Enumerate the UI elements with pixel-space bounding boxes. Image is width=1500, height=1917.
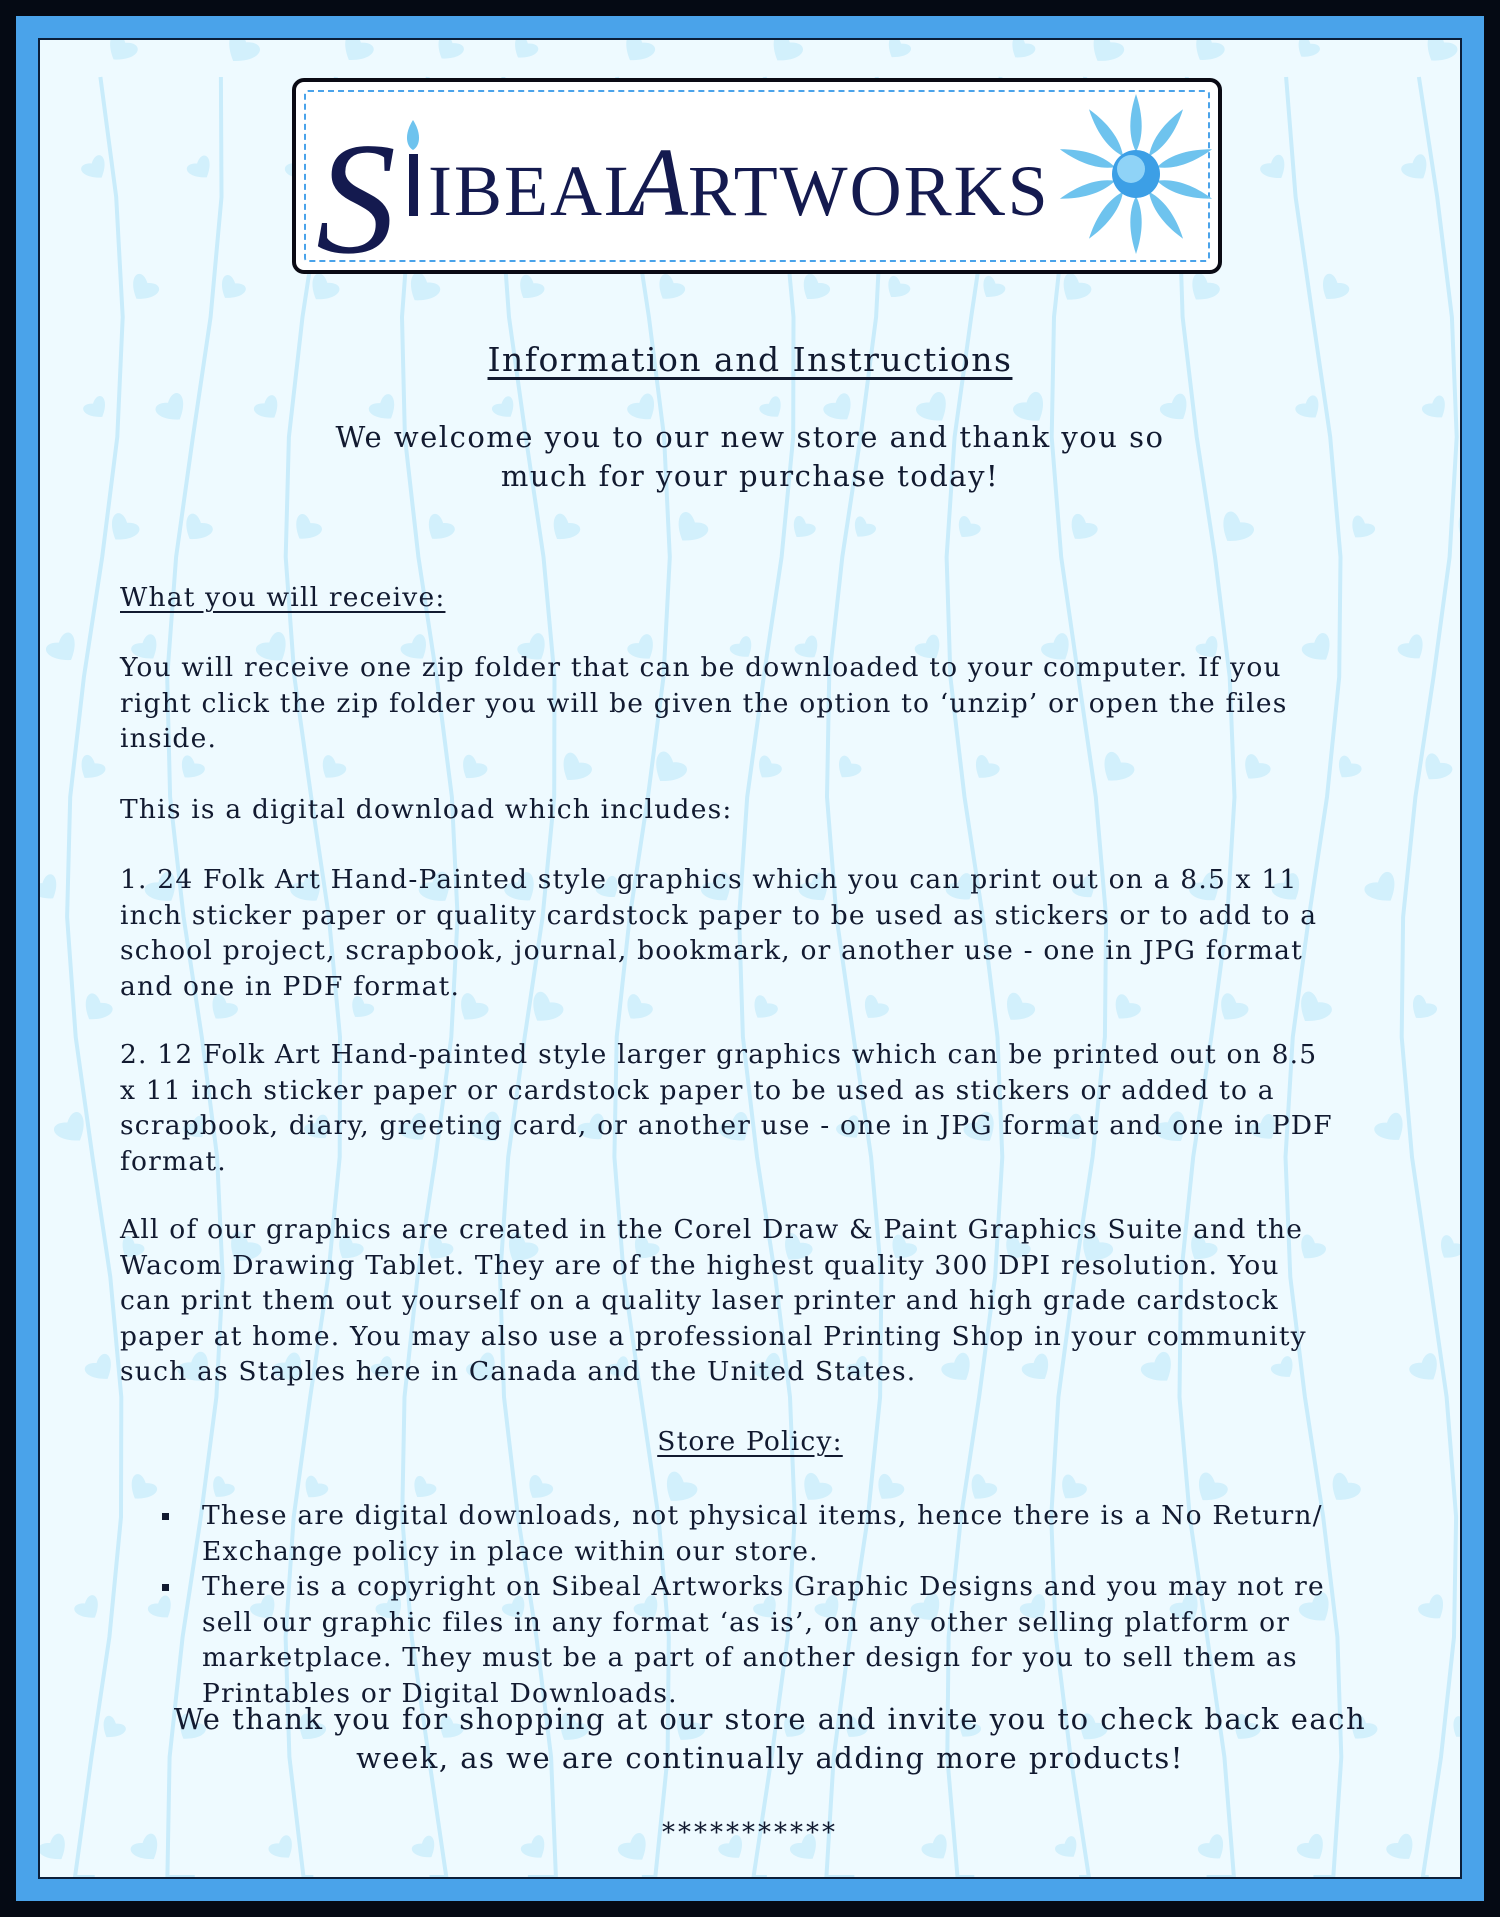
- text-line: right click the zip folder you will be given the option to ‘unzip’ or open the files: [120, 687, 1288, 719]
- includes-intro: This is a digital download which includes:: [120, 794, 733, 825]
- policy-item: [154, 1569, 1434, 1711]
- thank-you-message: [120, 1700, 1420, 1778]
- text-line: such as Staples here in Canada and the United States.: [120, 1356, 917, 1387]
- page-frame: [16, 16, 1484, 1901]
- text-line: 2. 12 Folk Art Hand-painted style larger graphics which can be printed out on 8.5: [120, 1039, 1318, 1070]
- text-line: Exchange policy in place within our store.: [202, 1535, 819, 1567]
- text-line: paper at home. You may also use a professional Printing Shop in your community: [120, 1320, 1307, 1352]
- policy-item: [154, 1498, 1434, 1569]
- sun-ray: [1130, 196, 1141, 254]
- text-line: sell our graphic files in any format ‘as is’, on any other selling platform or: [202, 1606, 1291, 1638]
- included-item-1: [120, 862, 1420, 1004]
- sun-ray: [1144, 106, 1187, 160]
- logo-big-a: A: [628, 129, 688, 237]
- sun-highlight: [1117, 155, 1145, 183]
- welcome-line: We welcome you to our new store and thank you so: [335, 420, 1165, 454]
- sun-ray: [1144, 188, 1187, 242]
- thanks-line: week, as we are continually adding more products!: [356, 1741, 1184, 1775]
- receive-paragraph: [120, 650, 1420, 757]
- logo-svg: [296, 82, 1218, 270]
- closing-stars: ***********: [662, 1818, 838, 1848]
- welcome-line: much for your purchase today!: [500, 459, 1000, 493]
- logo-banner: [292, 78, 1222, 274]
- sun-icon: [1058, 94, 1214, 254]
- text-line: can print them out yourself on a quality laser printer and high grade cardstock: [120, 1285, 1279, 1316]
- logo-word-sibeal: IBEAL: [428, 151, 650, 231]
- policy-heading: [40, 1424, 1460, 1460]
- sun-ray: [1058, 175, 1117, 204]
- logo-big-s: S: [316, 109, 396, 270]
- text-line: scrapbook, diary, greeting card, or another use - one in JPG format and one in PDF: [120, 1110, 1333, 1141]
- document-content: [40, 40, 1460, 1877]
- logo-candle: [409, 154, 418, 216]
- text-line: Wacom Drawing Tablet. They are of the highest quality 300 DPI resolution. You: [120, 1249, 1280, 1281]
- sun-ray: [1130, 94, 1141, 152]
- text-line: All of our graphics are created in the Corel Draw & Paint Graphics Suite and the: [120, 1214, 1304, 1245]
- sun-ray: [1058, 144, 1117, 173]
- welcome-message: [40, 418, 1460, 496]
- text-line: These are digital downloads, not physical items, hence there is a No Return/: [202, 1500, 1323, 1531]
- text-line: format.: [120, 1145, 227, 1177]
- included-item-2: [120, 1037, 1420, 1179]
- logo-word-artworks: RTWORKS: [688, 151, 1050, 231]
- page-background: [38, 38, 1462, 1879]
- page-title: Information and Instructions: [487, 340, 1013, 379]
- text-line: inch sticker paper or quality cardstock paper to be used as stickers or to add to a: [120, 899, 1318, 931]
- text-line: and one in PDF format.: [120, 970, 461, 1002]
- graphics-paragraph: [120, 1212, 1420, 1390]
- receive-heading: What you will receive:: [120, 582, 446, 613]
- thanks-line: We thank you for shopping at our store and invite you to check back each: [173, 1702, 1367, 1736]
- text-line: Printables or Digital Downloads.: [202, 1677, 678, 1709]
- sun-ray: [1084, 188, 1127, 242]
- text-line: There is a copyright on Sibeal Artworks Graphic Designs and you may not re: [202, 1571, 1325, 1602]
- text-line: marketplace. They must be a part of another design for you to sell them as: [202, 1642, 1298, 1673]
- flame-icon: [407, 120, 419, 150]
- text-line: x 11 inch sticker paper or cardstock paper to be used as stickers or added to a: [120, 1074, 1275, 1106]
- text-line: 1. 24 Folk Art Hand-Painted style graphics which you can print out on a 8.5 x 11: [120, 864, 1298, 895]
- text-line: school project, scrapbook, journal, bookmark, or another use - one in JPG format: [120, 935, 1303, 966]
- policy-heading-text: Store Policy:: [657, 1426, 843, 1457]
- sun-ray: [1084, 106, 1127, 160]
- text-line: You will receive one zip folder that can be downloaded to your computer. If you: [120, 652, 1282, 683]
- text-line: inside.: [120, 723, 218, 754]
- policy-list: [154, 1498, 1434, 1711]
- sun-ray: [1155, 144, 1214, 173]
- sun-ray: [1155, 175, 1214, 204]
